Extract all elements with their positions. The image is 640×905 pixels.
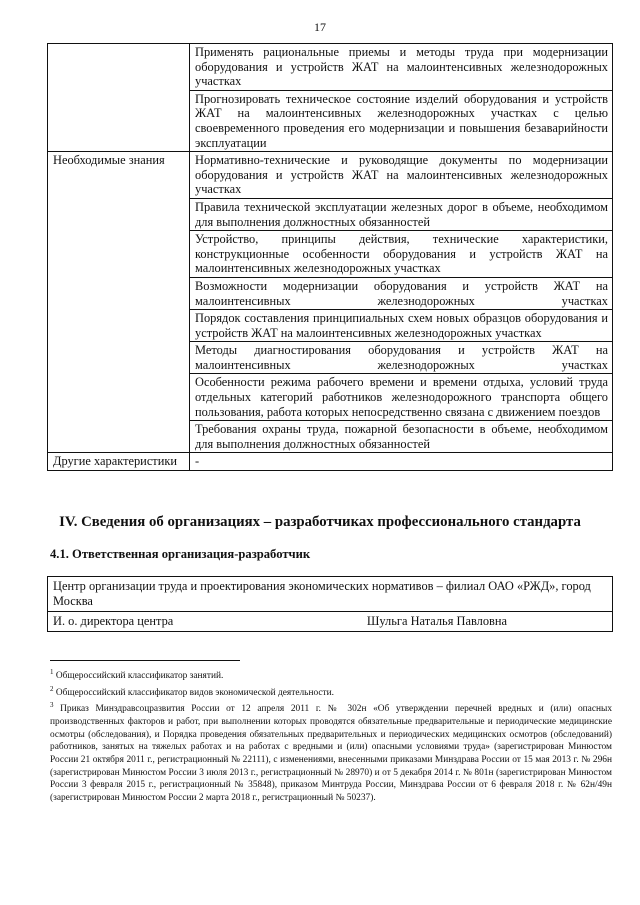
signatory-name: Шульга Наталья Павловна — [366, 614, 507, 628]
row-label-cell — [48, 44, 190, 152]
table-cell: Методы диагностирования оборудования и устройств ЖАТ на малоинтенсивных железнодорожных участках — [190, 342, 613, 374]
signatory-cell — [48, 612, 613, 632]
footnote-divider — [50, 660, 240, 661]
footnotes — [50, 666, 612, 804]
table-cell: Нормативно-технические и руководящие документы по модернизации оборудования и устройств ЖАТ на малоинтенсивных железнодорожных участках — [190, 152, 613, 199]
section-heading: IV. Сведения об организациях – разработчиках профессионального стандарта — [59, 514, 581, 530]
signatory-row — [53, 614, 607, 629]
table-cell: Прогнозировать техническое состояние изделий оборудования и устройств ЖАТ на малоинтенсивных железнодорожных участках с целью своевременного проведения его модернизации и повышения безаварийности эксплуатации — [190, 90, 613, 151]
table-row — [48, 453, 613, 471]
table-cell: Требования охраны труда, пожарной безопасности в объеме, необходимом для выполнения должностных обязанностей — [190, 421, 613, 453]
row-label-knowledge: Необходимые знания — [48, 152, 190, 453]
table-cell: Устройство, принципы действия, технические характеристики, конструкционные особенности оборудования и устройств ЖАТ на малоинтенсивных железнодорожных участках — [190, 231, 613, 278]
table-cell: - — [190, 453, 613, 471]
table-cell: Правила технической эксплуатации железных дорог в объеме, необходимом для выполнения должностных обязанностей — [190, 198, 613, 230]
table-row — [48, 577, 613, 612]
competency-table — [47, 43, 613, 471]
footnote-mark: 3 — [50, 701, 54, 710]
sub-heading: 4.1. Ответственная организация-разработчик — [50, 547, 311, 561]
footnote-text: Общероссийский классификатор занятий. — [55, 671, 224, 682]
table-row — [48, 44, 613, 91]
table-cell: Применять рациональные приемы и методы труда при модернизации оборудования и устройств ЖАТ на малоинтенсивных железнодорожных участках — [190, 44, 613, 91]
footnote — [50, 666, 612, 683]
table-cell: Возможности модернизации оборудования и устройств ЖАТ на малоинтенсивных железнодорожных участках — [190, 277, 613, 309]
page-number: 17 — [314, 20, 326, 34]
footnote-text: Приказ Минздравсоцразвития России от 12 апреля 2011 г. № 302н «Об утверждении перечней вредных и (или) опасных производственных факторов и работ, при выполнении которых проводятся обязательные предварительные и периодические медицинские осмотры (обследования), и Порядка проведения обязательных предварительных и периодических медицинских осмотров (обследований) работников, занятых на тяжелых работах и на работах с вредными и (или) опасными условиями труда» (зарегистрирован Минюстом России 21 октября 2011 г., регистрационный № 22111), с изменениями, внесенными приказами Минздрава России от 15 мая 2013 г. № 296н (зарегистрирован Минюстом России 3 июля 2013 г., регистрационный № 28970) и от 5 декабря 2014 г. № 801н (зарегистрирован Минюстом России 3 февраля 2015 г., регистрационный № 35848), приказом Минтруда России, Минздрава России от 6 февраля 2018 г. № 62н/49н (зарегистрирован Минюстом России 2 марта 2018 г., регистрационный № 50237). — [50, 704, 613, 803]
organization-table — [47, 576, 613, 632]
footnote — [50, 699, 612, 804]
signatory-position: И. о. директора центра — [53, 614, 174, 628]
footnote-mark: 2 — [50, 684, 54, 693]
organization-name: Центр организации труда и проектирования экономических нормативов – филиал ОАО «РЖД», город Москва — [48, 577, 613, 612]
row-label-other: Другие характеристики — [48, 453, 190, 471]
table-row — [48, 152, 613, 199]
footnote-text: Общероссийский классификатор видов экономической деятельности. — [55, 687, 335, 698]
table-cell: Особенности режима рабочего времени и времени отдыха, условий труда отдельных категорий работников железнодорожного транспорта общего пользования, работа которых непосредственно связана с движением поездов — [190, 374, 613, 421]
table-cell: Порядок составления принципиальных схем новых образцов оборудования и устройств ЖАТ на малоинтенсивных железнодорожных участках — [190, 310, 613, 342]
footnote — [50, 683, 612, 700]
footnote-mark: 1 — [50, 668, 54, 676]
table-row — [48, 612, 613, 632]
